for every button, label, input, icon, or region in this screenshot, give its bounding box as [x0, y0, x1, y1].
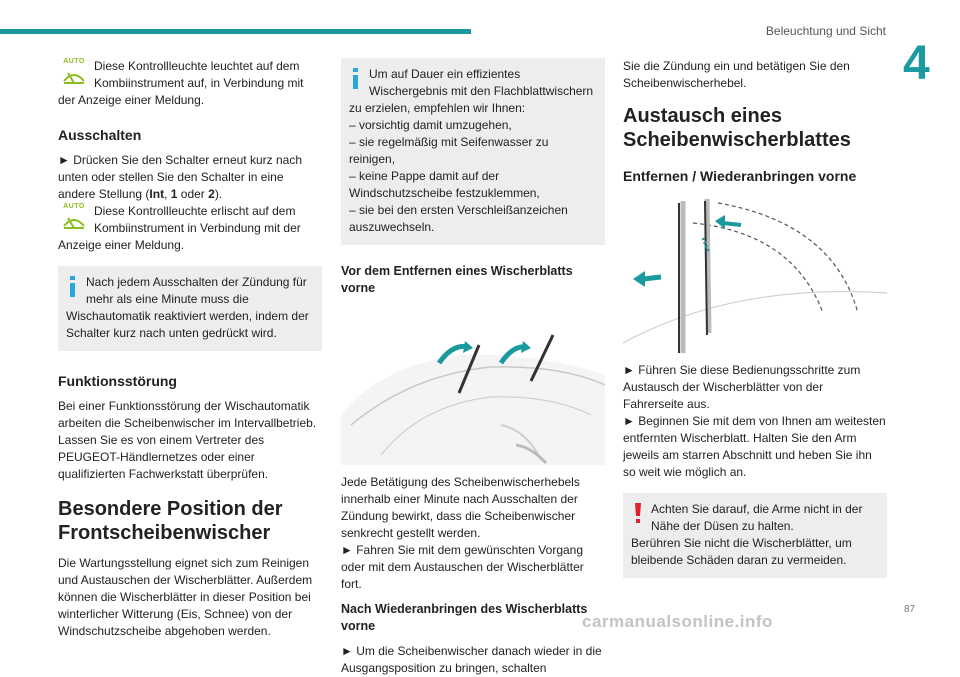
column-right: [623, 58, 887, 578]
auto-on-paragraph: [58, 58, 322, 109]
care-item: – sie regelmäßig mit Seifenwasser zu reinigen,: [349, 135, 549, 166]
funktionsstoerung-heading: Funktionsstörung: [58, 373, 177, 389]
warning-text: Achten Sie darauf, die Arme nicht in der Nähe der Düsen zu halten.: [651, 502, 863, 533]
wiper-blade-illustration: [623, 193, 887, 358]
care-item: – sie bei den ersten Verschleißanzeichen auszuwechseln.: [349, 203, 568, 234]
ausschalten-text: ► Drücken Sie den Schalter erneut kurz nach unten oder stellen Sie den Schalter in eine andere Stellung (Int, 1 oder 2).: [58, 153, 303, 201]
warning-icon: [631, 501, 651, 527]
nach-wiederanbringen-text: ► Um die Scheibenwischer danach wieder in die Ausgangsposition zu bringen, schalten: [341, 644, 602, 675]
beginnen-text: ► Beginnen Sie mit dem von Ihnen am weitesten entfernten Wischerblatt. Halten Sie den Arm jeweils am starren Abschnitt und heben Sie ihn so weit wie möglich an.: [623, 414, 886, 479]
fuehren-text: ► Führen Sie diese Bedienungsschritte zum Austausch der Wischerblätter von der Fahrerseite aus.: [623, 363, 861, 411]
column-left: [58, 58, 322, 640]
auto-wiper-lamp-icon: AUTO: [58, 58, 90, 88]
page-number: 87: [904, 604, 916, 615]
info-box-care: [341, 58, 605, 245]
car-wipers-illustration: [341, 305, 605, 470]
auto-wiper-lamp-icon: AUTO: [58, 203, 90, 233]
care-intro: Um auf Dauer ein effizientes Wischergebnis mit den Flachblattwischern zu erzielen, empfehlen wir Ihnen:: [349, 67, 594, 115]
info-icon: [349, 66, 369, 92]
section-title: Beleuchtung und Sicht: [765, 24, 886, 38]
besondere-position-text: Die Wartungsstellung eignet sich zum Reinigen und Austauschen der Wischerblätter. Außerdem können die Wischerblätter in dieser Position bei winterlicher Witterung (Eis, Schnee) von der Windschutzscheibe abgehoben werden.: [58, 556, 313, 638]
nach-wiederanbringen-heading: Nach Wiederanbringen des Wischerblatts vorne: [341, 602, 588, 633]
warning-text: Berühren Sie nicht die Wischerblätter, um bleibende Schäden daran zu vermeiden.: [631, 536, 852, 567]
auto-off-text: Diese Kontrollleuchte erlischt auf dem Kombiinstrument in Verbindung mit der Anzeige einer Meldung.: [58, 204, 301, 252]
warning-box: [623, 493, 887, 578]
entfernen-heading: Entfernen / Wiederanbringen vorne: [623, 168, 857, 184]
betaetigung-text: Jede Betätigung des Scheibenwischerhebels innerhalb einer Minute nach Ausschalten der Zündung bewirkt, dass die Scheibenwischer senkrecht gestellt werden.: [341, 475, 580, 540]
info-icon: [66, 274, 86, 300]
chapter-number: 4: [903, 37, 930, 90]
vor-dem-entfernen-heading: Vor dem Entfernen eines Wischerblatts vorne: [341, 264, 573, 295]
info-text: Nach jedem Ausschalten der Zündung für mehr als eine Minute muss die Wischautomatik reaktiviert werden, indem der Schalter kurz nach unten gedrückt wird.: [66, 275, 309, 340]
auto-off-paragraph: [58, 203, 322, 254]
zuendung-text: Sie die Zündung ein und betätigen Sie den Scheibenwischerhebel.: [623, 59, 850, 90]
besondere-position-heading: Besondere Position der Frontscheibenwischer: [58, 498, 283, 544]
fahren-text: ► Fahren Sie mit dem gewünschten Vorgang oder mit dem Austauschen der Wischerblätter fort.: [341, 543, 584, 591]
auto-on-text: Diese Kontrollleuchte leuchtet auf dem Kombiinstrument auf, in Verbindung mit der Anzeige einer Meldung.: [58, 59, 304, 107]
care-item: – keine Pappe damit auf der Windschutzscheibe festzuklemmen,: [349, 169, 540, 200]
header-accent-bar: [0, 29, 471, 34]
ausschalten-heading: Ausschalten: [58, 127, 142, 143]
watermark: carmanualsonline.info: [582, 612, 773, 631]
info-box-reactivate: [58, 266, 322, 351]
care-item: – vorsichtig damit umzugehen,: [349, 118, 512, 132]
column-middle: [341, 58, 605, 677]
austausch-heading: Austausch eines Scheibenwischerblattes: [623, 105, 851, 151]
funktionsstoerung-text: Bei einer Funktionsstörung der Wischautomatik arbeiten die Scheibenwischer im Intervallbetrieb. Lassen Sie es von einem Vertreter des PEUGEOT-Händlernetzes oder einer qualifizierten Fachwerkstatt überprüfen.: [58, 399, 317, 481]
